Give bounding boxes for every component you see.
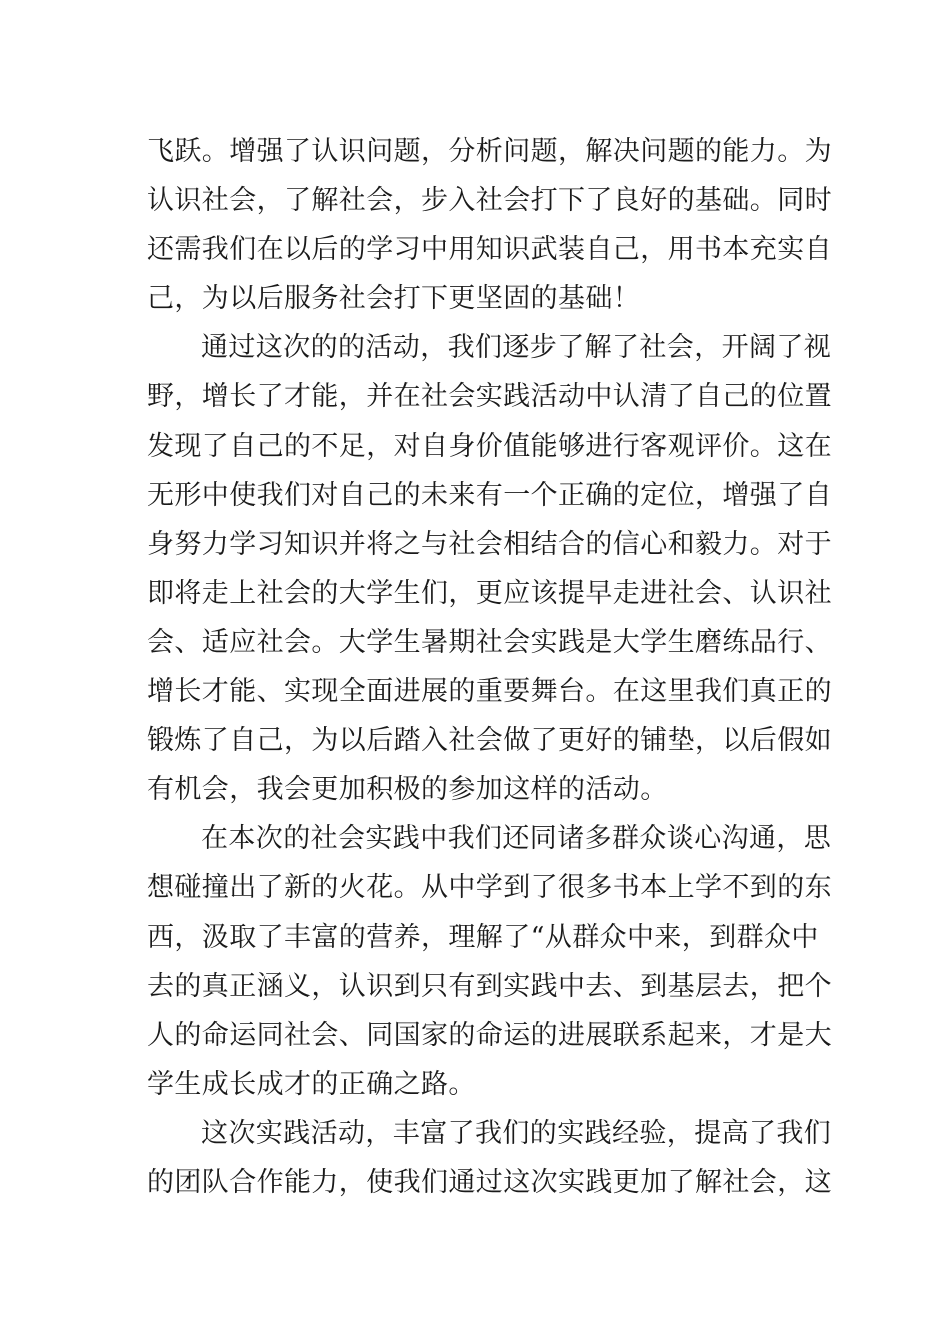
text-line: 野，增长了才能，并在社会实践活动中认清了自己的位置 [147,381,832,413]
text-line: 这次实践活动，丰富了我们的实践经验，提高了我们 [201,1117,832,1149]
text-line: 己，为以后服务社会打下更坚固的基础！ [147,283,641,315]
text-line: 通过这次的的活动，我们逐步了解了社会，开阔了视 [201,332,832,364]
text-line: 西，汲取了丰富的营养，理解了“从群众中来，到群众中 [147,921,819,953]
body-text [147,127,832,1207]
text-line: 在本次的社会实践中我们还同诸多群众谈心沟通，思 [201,823,832,855]
text-line: 学生成长成才的正确之路。 [147,1068,476,1100]
text-line: 即将走上社会的大学生们，更应该提早走进社会、认识社 [147,577,832,609]
text-line: 人的命运同社会、同国家的命运的进展联系起来，才是大 [147,1019,832,1051]
text-line: 的团队合作能力，使我们通过这次实践更加了解社会，这 [147,1166,832,1198]
text-line: 有机会，我会更加积极的参加这样的活动。 [147,774,668,806]
text-line: 增长才能、实现全面进展的重要舞台。在这里我们真正的 [147,676,832,708]
text-line: 身努力学习知识并将之与社会相结合的信心和毅力。对于 [147,528,832,560]
text-line: 发现了自己的不足，对自身价值能够进行客观评价。这在 [147,430,832,462]
text-line: 锻炼了自己，为以后踏入社会做了更好的铺垫，以后假如 [147,725,832,757]
text-line: 想碰撞出了新的火花。从中学到了很多书本上学不到的东 [147,872,832,904]
text-line: 认识社会，了解社会，步入社会打下了良好的基础。同时 [147,185,832,217]
text-line: 会、适应社会。大学生暑期社会实践是大学生磨练品行、 [147,626,832,658]
text-line: 无形中使我们对自己的未来有一个正确的定位，增强了自 [147,479,832,511]
text-line: 去的真正涵义，认识到只有到实践中去、到基层去，把个 [147,970,832,1002]
text-line: 飞跃。增强了认识问题，分析问题，解决问题的能力。为 [147,136,832,167]
text-line: 还需我们在以后的学习中用知识武装自己，用书本充实自 [147,234,832,266]
